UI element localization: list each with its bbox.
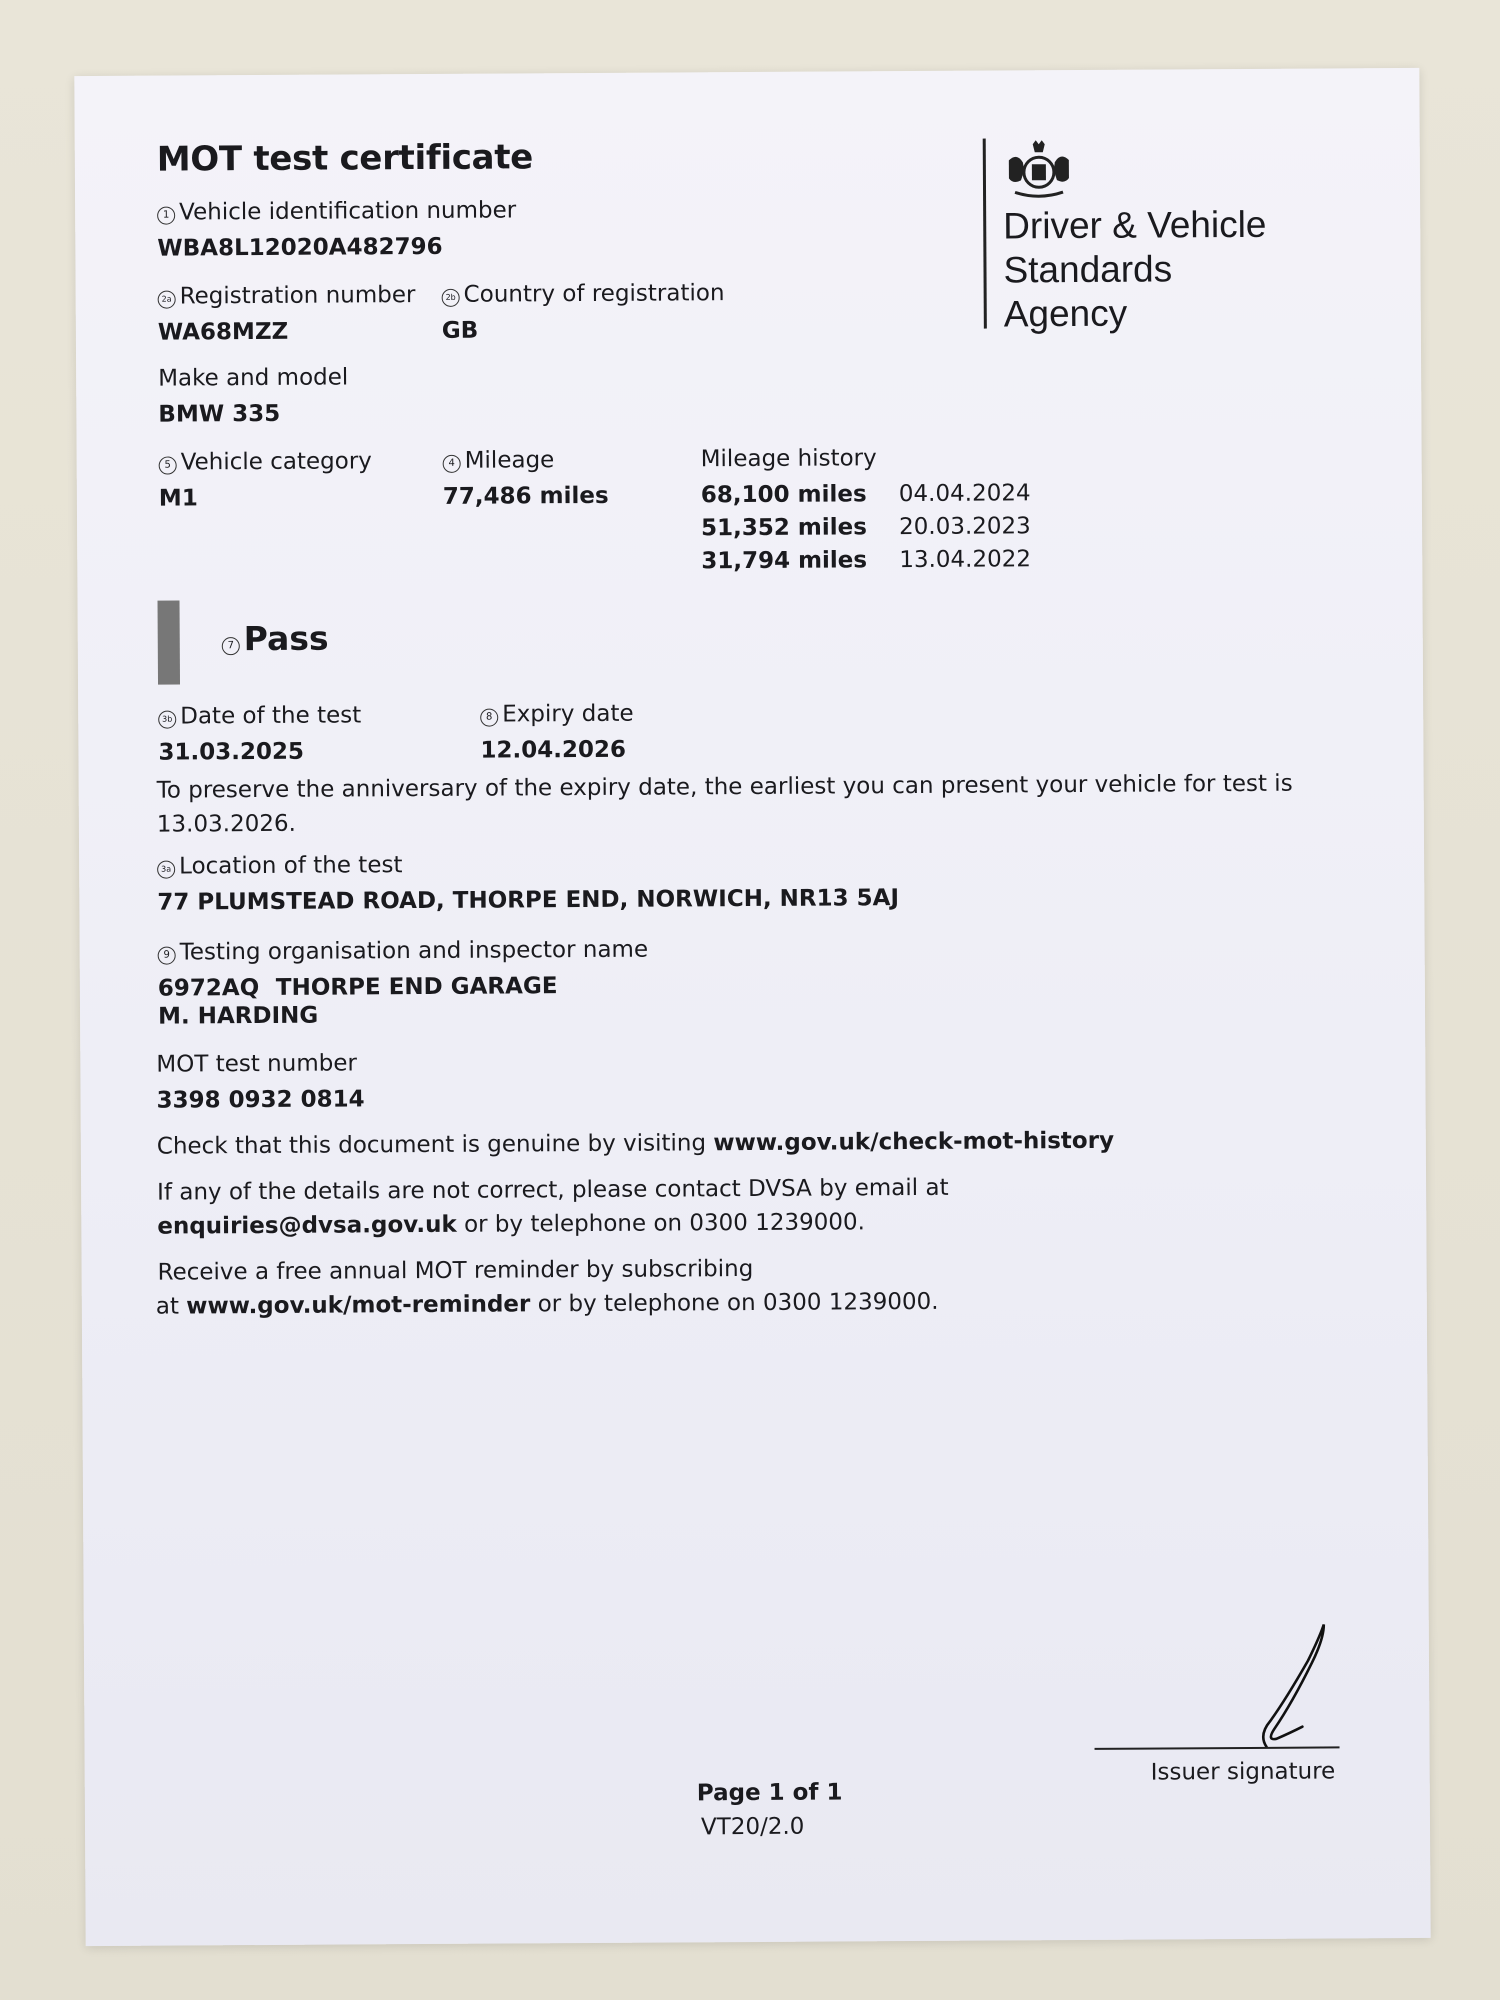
agency-divider: [983, 139, 987, 329]
result-bar: [158, 600, 181, 684]
contact-line-2: enquiries@dvsa.gov.uk or by telephone on 0300 1239000.: [157, 1209, 866, 1240]
field-marker: 2b: [442, 289, 460, 307]
field-marker: 1: [157, 207, 175, 225]
mileage-value: 77,486 miles: [442, 482, 609, 510]
reminder-line-2: at www.gov.uk/mot-reminder or by telephone on 0300 1239000.: [155, 1288, 939, 1320]
check-genuine-text: Check that this document is genuine by visiting www.gov.uk/check-mot-history: [156, 1127, 1115, 1160]
vin-value: WBA8L12020A482796: [157, 233, 443, 262]
test-number-label: MOT test number: [156, 1050, 357, 1078]
history-miles-1: 68,100 miles: [700, 481, 867, 509]
expiry-date-value: 12.04.2026: [480, 736, 627, 764]
registration-label: 2a Registration number: [158, 282, 416, 310]
mileage-label: 4 Mileage: [443, 447, 555, 474]
vin-label: 1 Vehicle identification number: [157, 197, 516, 225]
anniversary-note-line-2: 13.03.2026.: [156, 810, 296, 838]
field-marker: 3b: [158, 711, 176, 729]
location-label: 3a Location of the test: [157, 852, 402, 879]
country-label: 2b Country of registration: [442, 280, 725, 308]
royal-crest-icon: [1003, 140, 1075, 204]
history-date-3: 13.04.2022: [899, 546, 1032, 574]
agency-line-3: Agency: [1003, 292, 1128, 335]
page-number: Page 1 of 1: [696, 1779, 843, 1807]
make-model-label: Make and model: [158, 364, 349, 392]
category-value: M1: [158, 485, 198, 512]
location-value: 77 PLUMSTEAD ROAD, THORPE END, NORWICH, NR13 5AJ: [157, 885, 900, 916]
registration-value: WA68MZZ: [157, 318, 289, 346]
reminder-line-1: Receive a free annual MOT reminder by subscribing: [157, 1256, 754, 1286]
certificate-sheet: [74, 68, 1430, 1946]
agency-name: [1003, 203, 1267, 337]
agency-line-2: Standards: [1003, 248, 1173, 291]
field-marker: 5: [159, 457, 177, 475]
check-mot-history-link[interactable]: www.gov.uk/check-mot-history: [713, 1127, 1115, 1157]
dvsa-email-link[interactable]: enquiries@dvsa.gov.uk: [157, 1211, 457, 1240]
issuer-signature: [1174, 1616, 1345, 1756]
history-miles-2: 51,352 miles: [700, 514, 867, 542]
form-code: VT20/2.0: [700, 1813, 805, 1841]
inspector-name: M. HARDING: [157, 1002, 319, 1030]
mot-reminder-link[interactable]: www.gov.uk/mot-reminder: [186, 1291, 531, 1320]
organisation-label: 9 Testing organisation and inspector name: [158, 937, 649, 966]
field-marker: 9: [158, 947, 176, 965]
test-result: 7 Pass: [222, 619, 329, 659]
make-model-value: BMW 335: [158, 400, 281, 428]
history-date-1: 04.04.2024: [898, 480, 1031, 508]
signature-label: Issuer signature: [1150, 1758, 1336, 1786]
history-date-2: 20.03.2023: [898, 513, 1031, 541]
contact-line-1: If any of the details are not correct, please contact DVSA by email at: [157, 1174, 949, 1206]
organisation-code: 6972AQ: [157, 975, 260, 1002]
anniversary-note-line-1: To preserve the anniversary of the expiry date, the earliest you can present your vehicle for test is: [156, 770, 1293, 804]
category-label: 5 Vehicle category: [159, 448, 372, 475]
test-date-label: 3b Date of the test: [158, 702, 361, 729]
history-miles-3: 31,794 miles: [701, 547, 868, 575]
organisation-name: THORPE END GARAGE: [275, 973, 558, 1001]
agency-line-1: Driver & Vehicle: [1003, 203, 1267, 247]
field-marker: 8: [480, 709, 498, 727]
field-marker: 7: [222, 637, 240, 655]
field-marker: 3a: [157, 861, 175, 879]
test-date-value: 31.03.2025: [158, 738, 305, 766]
expiry-date-label: 8 Expiry date: [480, 701, 634, 728]
page-title: MOT test certificate: [156, 137, 534, 180]
country-value: GB: [441, 317, 479, 344]
mileage-history-label: Mileage history: [700, 445, 877, 473]
field-marker: 2a: [158, 291, 176, 309]
test-number-value: 3398 0932 0814: [156, 1086, 365, 1114]
field-marker: 4: [443, 455, 461, 473]
